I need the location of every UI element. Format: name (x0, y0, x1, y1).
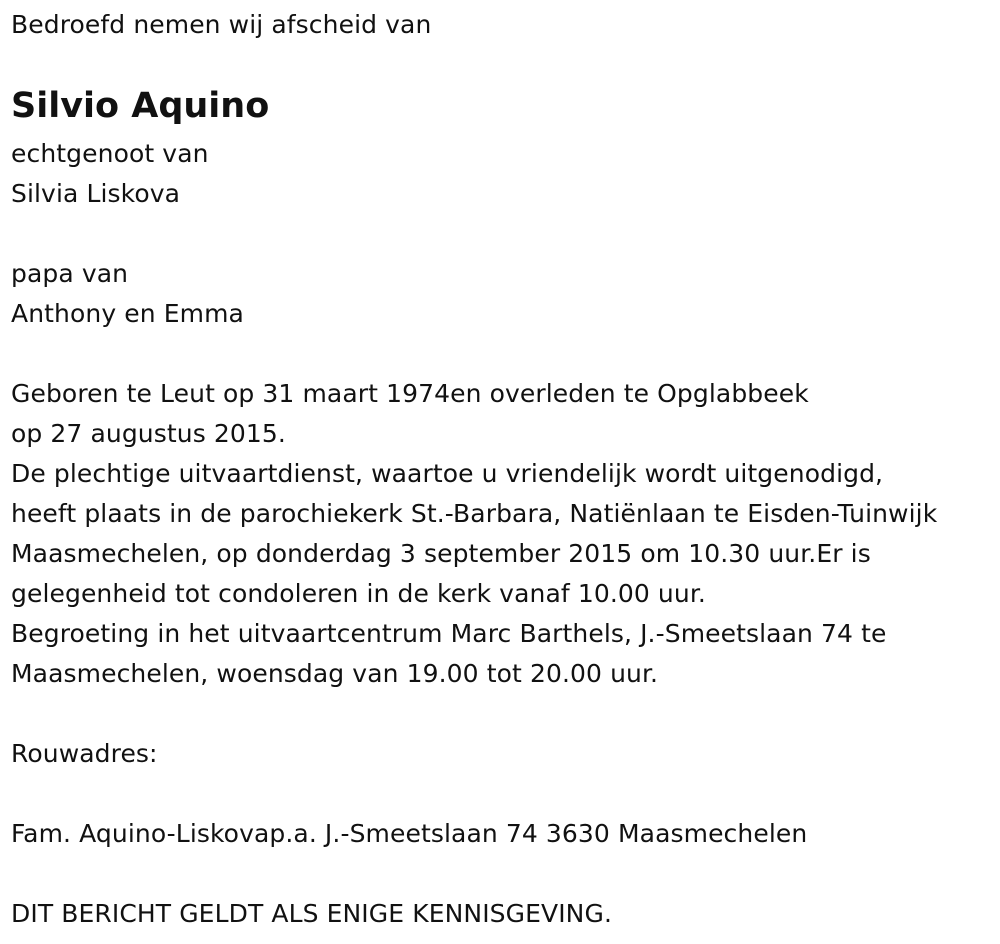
details-line: Maasmechelen, op donderdag 3 september 2015 om 10.30 uur.Er is (11, 539, 871, 568)
address-text: Fam. Aquino-Liskovap.a. J.-Smeetslaan 74 3630 Maasmechelen (11, 819, 808, 848)
address-label: Rouwadres: (11, 739, 158, 768)
intro-text: Bedroefd nemen wij afscheid van (11, 10, 432, 39)
children-names: Anthony en Emma (11, 299, 244, 328)
details-line: Maasmechelen, woensdag van 19.00 tot 20.00 uur. (11, 659, 659, 688)
spouse-relation: echtgenoot van (11, 139, 209, 168)
children-relation: papa van (11, 259, 129, 288)
details-line: De plechtige uitvaartdienst, waartoe u vriendelijk wordt uitgenodigd, (11, 459, 884, 488)
details-line: heeft plaats in de parochiekerk St.-Barbara, Natiënlaan te Eisden-Tuinwijk (11, 499, 938, 528)
details-line: op 27 augustus 2015. (11, 419, 286, 448)
details-line: Begroeting in het uitvaartcentrum Marc Barthels, J.-Smeetslaan 74 te (11, 619, 887, 648)
deceased-name: Silvio Aquino (11, 86, 270, 126)
notice-text: DIT BERICHT GELDT ALS ENIGE KENNISGEVING. (11, 899, 612, 928)
details-line: gelegenheid tot condoleren in de kerk vanaf 10.00 uur. (11, 579, 706, 608)
details-line: Geboren te Leut op 31 maart 1974en overleden te Opglabbeek (11, 379, 809, 408)
spouse-name: Silvia Liskova (11, 179, 181, 208)
